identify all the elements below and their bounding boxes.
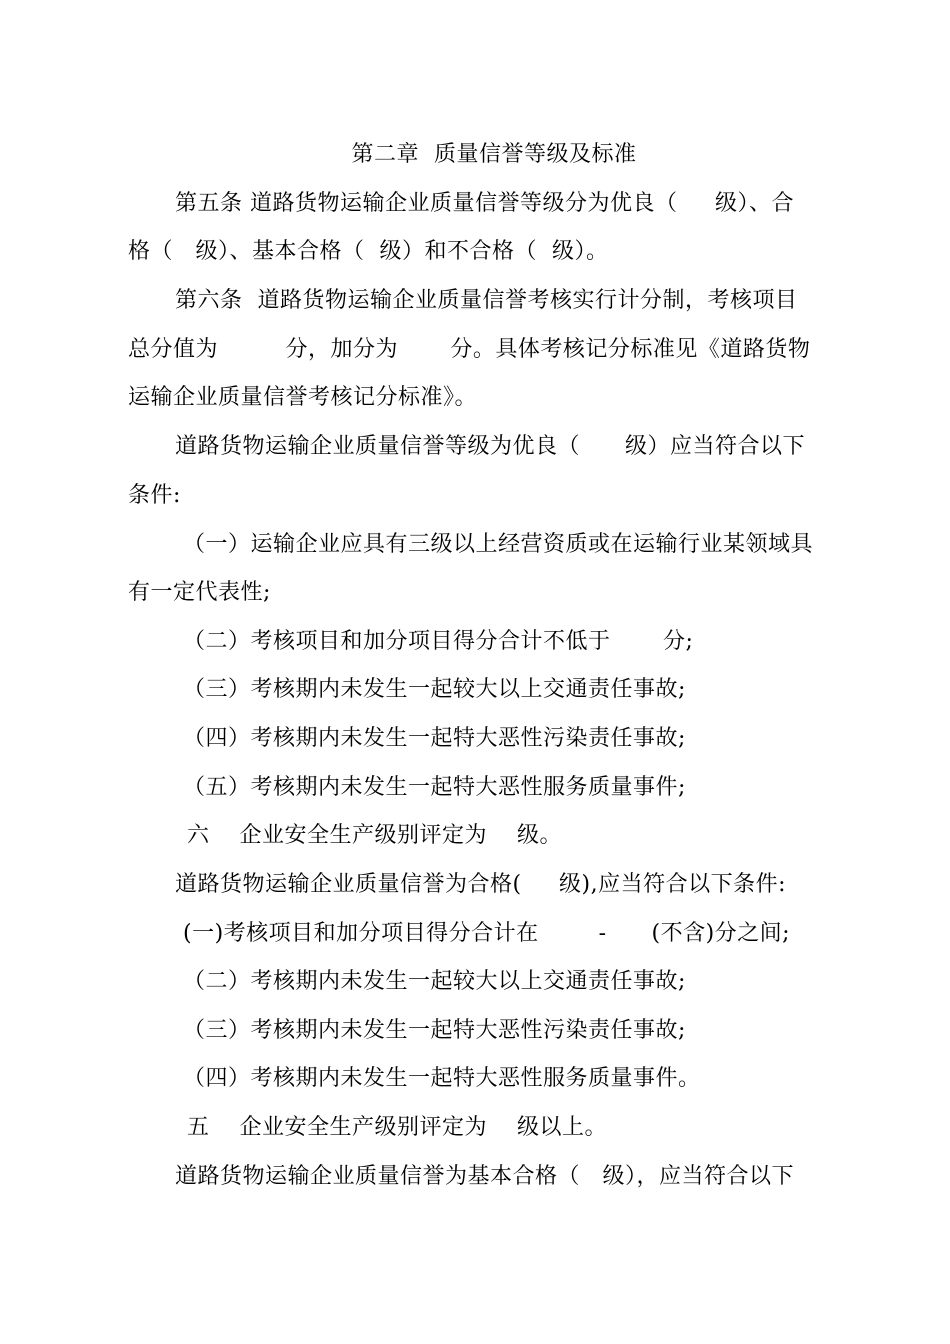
qualified-item-2: （二）考核期内未发生一起较大以上交通责任事故; xyxy=(183,969,686,994)
qualified-item-3: （三）考核期内未发生一起特大恶性污染责任事故; xyxy=(183,1018,686,1043)
qualified-item-5: 五 企业安全生产级别评定为 级以上。 xyxy=(187,1115,607,1140)
excellent-intro-line-2: 条件: xyxy=(128,483,181,508)
qualified-intro: 道路货物运输企业质量信誉为合格( 级),应当符合以下条件: xyxy=(175,872,787,897)
excellent-intro-line-1: 道路货物运输企业质量信誉等级为优良（ 级）应当符合以下 xyxy=(175,434,805,459)
excellent-item-4: （四）考核期内未发生一起特大恶性污染责任事故; xyxy=(183,726,686,751)
article-6-line-2: 总分值为 分，加分为 分。具体考核记分标准见《道路货物 xyxy=(128,337,811,362)
article-6-line-1: 第六条 道路货物运输企业质量信誉考核实行计分制，考核项目 xyxy=(175,288,798,313)
article-5-line-2: 格（ 级）、基本合格（ 级）和不合格（ 级）。 xyxy=(128,239,609,264)
excellent-item-1-line-2: 有一定代表性; xyxy=(128,580,271,605)
article-5-line-1: 第五条 道路货物运输企业质量信誉等级分为优良（ 级）、合 xyxy=(175,191,794,216)
excellent-item-2: （二）考核项目和加分项目得分合计不低于 分; xyxy=(183,629,694,654)
excellent-item-5: （五）考核期内未发生一起特大恶性服务质量事件; xyxy=(183,775,686,800)
excellent-item-1-line-1: （一）运输企业应具有三级以上经营资质或在运输行业某领域具 xyxy=(183,532,814,557)
excellent-item-3: （三）考核期内未发生一起较大以上交通责任事故; xyxy=(183,677,686,702)
chapter-title: 第二章 质量信誉等级及标准 xyxy=(351,142,637,167)
basic-qualified-intro: 道路货物运输企业质量信誉为基本合格（ 级），应当符合以下 xyxy=(175,1164,794,1189)
excellent-item-6: 六 企业安全生产级别评定为 级。 xyxy=(187,823,562,848)
qualified-item-4: （四）考核期内未发生一起特大恶性服务质量事件。 xyxy=(183,1066,701,1091)
article-6-line-3: 运输企业质量信誉考核记分标准》。 xyxy=(128,385,478,410)
qualified-item-1: (一)考核项目和加分项目得分合计在 - (不含)分之间; xyxy=(183,921,791,946)
